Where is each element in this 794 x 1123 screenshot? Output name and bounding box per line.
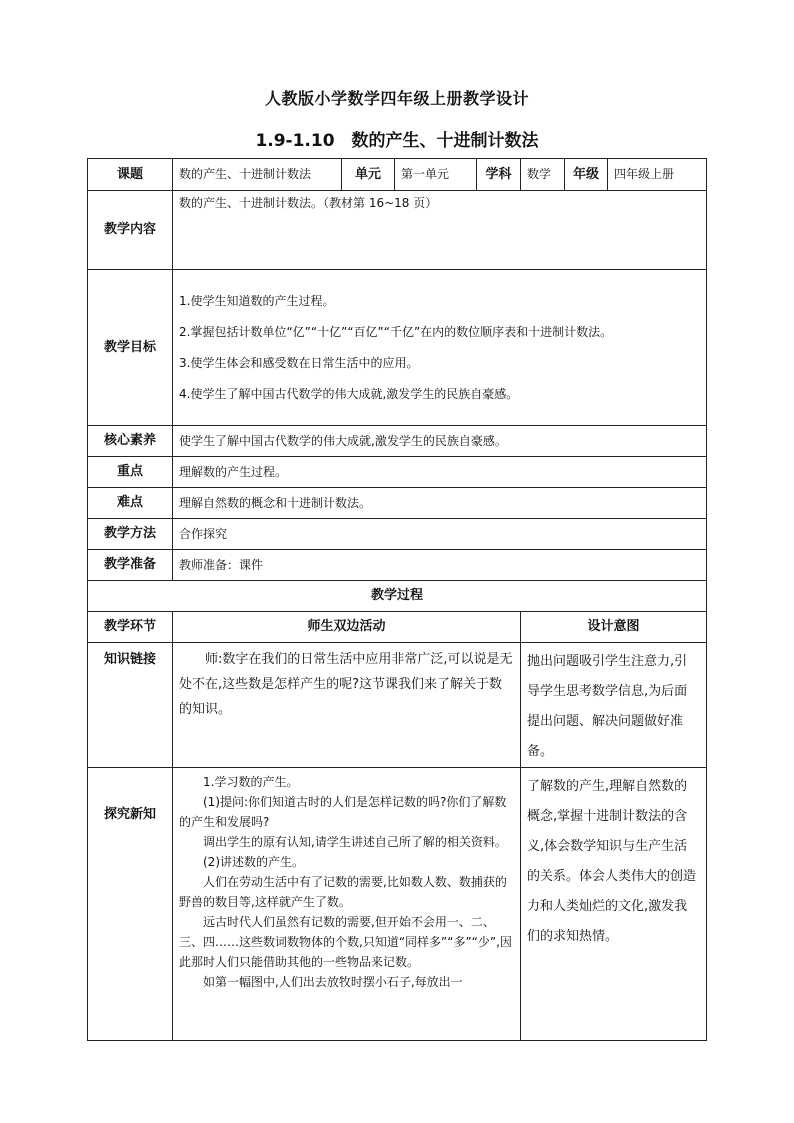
difficulty-label: 难点 <box>88 488 173 519</box>
process-header-row <box>88 612 707 643</box>
grade-label: 年级 <box>565 159 608 191</box>
activity-paragraph: 1.学习数的产生。 <box>203 775 299 789</box>
document-title: 人教版小学数学四年级上册教学设计 <box>264 89 529 108</box>
section-explore-label: 探究新知 <box>88 768 173 1041</box>
objective-item: 3.使学生体会和感受数在日常生活中的应用。 <box>179 356 419 370</box>
core-label: 核心素养 <box>88 426 173 457</box>
unit-value: 第一单元 <box>395 159 477 191</box>
intent-text: 了解数的产生,理解自然数的概念,掌握十进制计数法的含义,体会数学知识与生产生活的关系。体会人类伟大的创造力和人类灿烂的文化,激发我们的求知热情。 <box>527 779 697 944</box>
method-row <box>88 519 707 550</box>
core-row <box>88 426 707 457</box>
activity-paragraph: 远古时代人们虽然有记数的需要,但开始不会用一、二、三、四……这些数词数物体的个数,只知道“同样多”“多”“少”,因此那时人们只能借助其他的一些物品来记数。 <box>179 915 512 969</box>
activity-paragraph: 调出学生的原有认知,请学生讲述自己所了解的相关资料。 <box>203 835 507 849</box>
objective-item: 2.掌握包括计数单位“亿”“十亿”“百亿”“千亿”在内的数位顺序表和十进制计数法。 <box>179 325 613 339</box>
activity-paragraph: 如第一幅图中,人们出去放牧时摆小石子,每放出一 <box>203 975 463 989</box>
content-label: 教学内容 <box>88 191 173 270</box>
activity-paragraph: (2)讲述数的产生。 <box>203 855 304 869</box>
subject-label: 学科 <box>477 159 521 191</box>
topic-value: 数的产生、十进制计数法 <box>173 159 342 191</box>
grade-value: 四年级上册 <box>608 159 707 191</box>
topic-label: 课题 <box>88 159 173 191</box>
section-explore-activity <box>173 768 521 1041</box>
activity-text: 师:数字在我们的日常生活中应用非常广泛,可以说是无处不在,这些数是怎样产生的呢?这节课我们来了解关于数的知识。 <box>179 652 513 717</box>
method-value: 合作探究 <box>173 519 707 550</box>
prep-value: 教师准备：课件 <box>173 550 707 581</box>
difficulty-value: 理解自然数的概念和十进制计数法。 <box>173 488 707 519</box>
objectives-list <box>173 270 707 426</box>
activity-paragraph: (1)提问:你们知道古时的人们是怎样记数的吗?你们了解数的产生和发展吗? <box>179 795 507 829</box>
section-explore-row <box>88 768 707 1041</box>
objective-item: 4.使学生了解中国古代数学的伟大成就,激发学生的民族自豪感。 <box>179 387 519 401</box>
content-value: 数的产生、十进制计数法。（教材第 16~18 页） <box>173 191 707 270</box>
section-knowledge-label: 知识链接 <box>88 643 173 768</box>
process-title: 教学过程 <box>88 581 707 612</box>
section-knowledge-intent <box>521 643 707 768</box>
col-activity-header: 师生双边活动 <box>173 612 521 643</box>
objectives-row <box>88 270 707 426</box>
intent-text: 抛出问题吸引学生注意力,引导学生思考数学信息,为后面提出问题、解决问题做好准备。 <box>527 654 688 759</box>
process-title-row <box>88 581 707 612</box>
core-value: 使学生了解中国古代数学的伟大成就,激发学生的民族自豪感。 <box>173 426 707 457</box>
col-intent-header: 设计意图 <box>521 612 707 643</box>
unit-label: 单元 <box>342 159 395 191</box>
subject-value: 数学 <box>521 159 565 191</box>
header-row <box>88 159 707 191</box>
method-label: 教学方法 <box>88 519 173 550</box>
activity-paragraph: 人们在劳动生活中有了记数的需要,比如数人数、数捕获的野兽的数目等,这样就产生了数。 <box>179 875 507 909</box>
lesson-subtitle: 1.9-1.10 数的产生、十进制计数法 <box>255 131 539 151</box>
difficulty-row <box>88 488 707 519</box>
objectives-label: 教学目标 <box>88 270 173 426</box>
objective-item: 1.使学生知道数的产生过程。 <box>179 294 335 308</box>
content-row <box>88 191 707 270</box>
lesson-plan-table <box>87 158 707 1041</box>
prep-label: 教学准备 <box>88 550 173 581</box>
section-knowledge-row <box>88 643 707 768</box>
key-point-value: 理解数的产生过程。 <box>173 457 707 488</box>
section-knowledge-activity <box>173 643 521 768</box>
prep-row <box>88 550 707 581</box>
col-stage-header: 教学环节 <box>88 612 173 643</box>
section-explore-intent <box>521 768 707 1041</box>
key-point-label: 重点 <box>88 457 173 488</box>
key-point-row <box>88 457 707 488</box>
